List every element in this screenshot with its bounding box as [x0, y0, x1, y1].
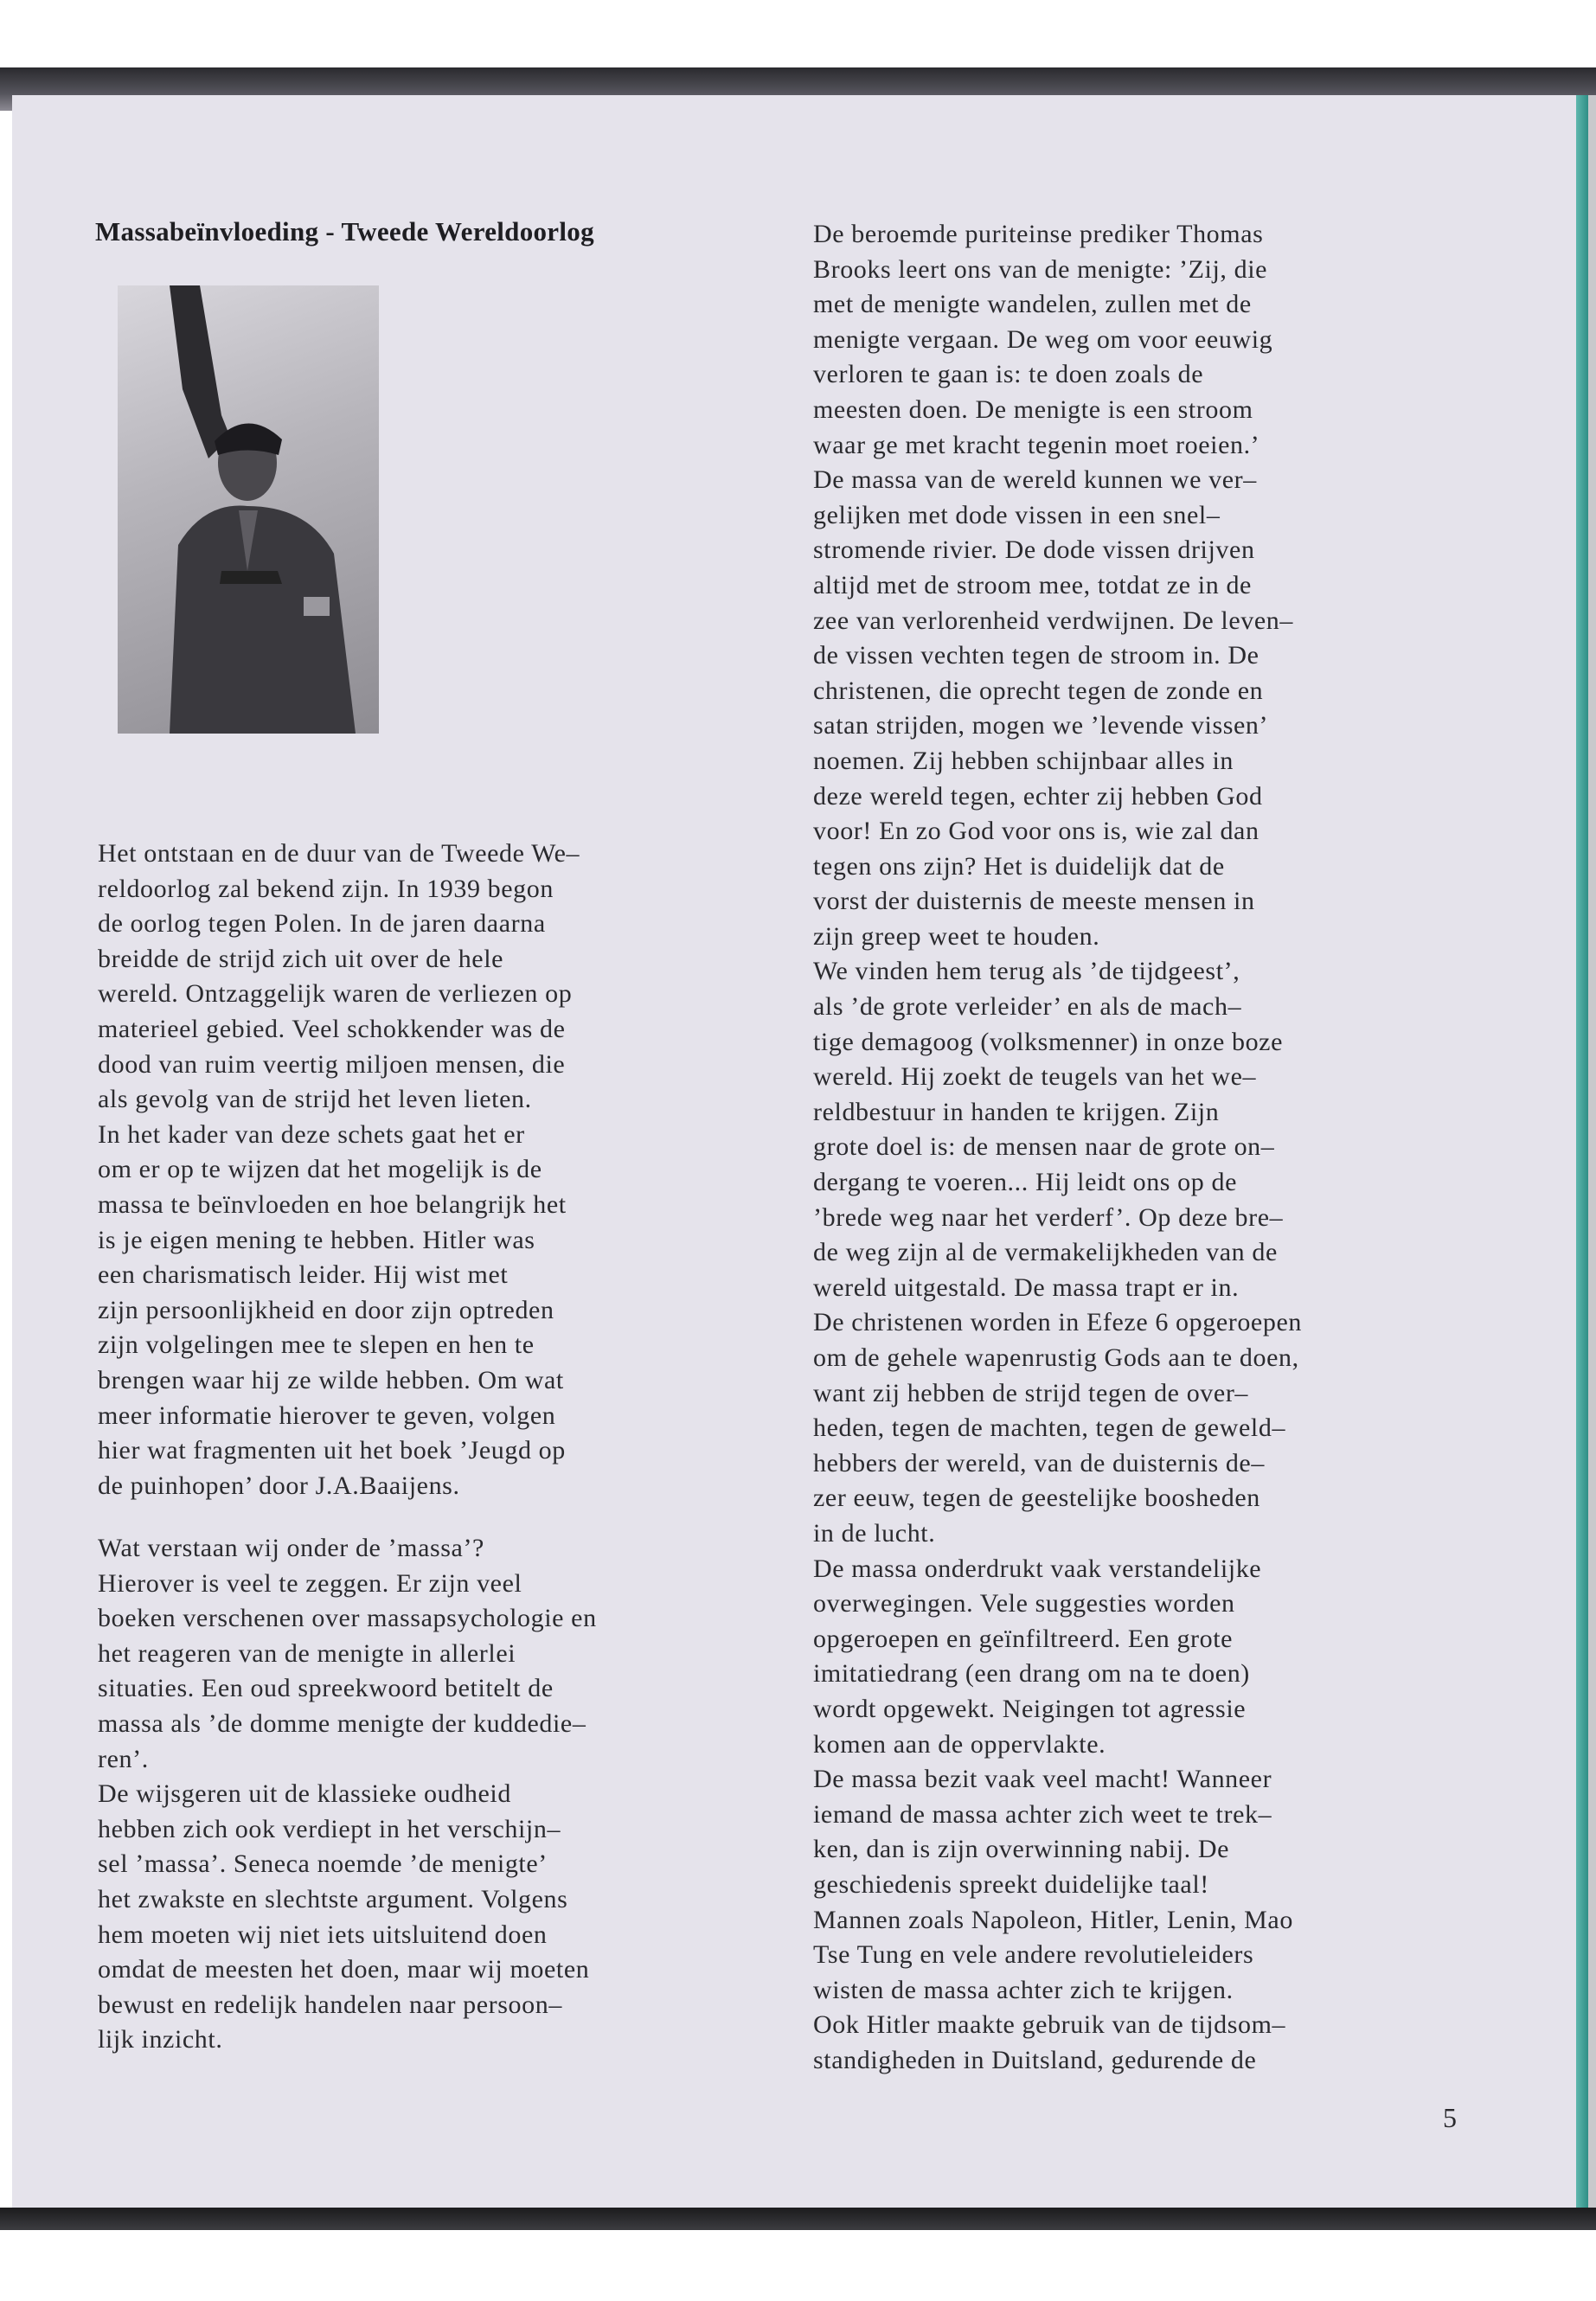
- text-line: satan strijden, mogen we ’levende vissen’: [813, 711, 1269, 740]
- text-line: dood van ruim veertig miljoen mensen, die: [98, 1049, 566, 1079]
- text-line: bewust en redelijk handelen naar persoon–: [98, 1990, 562, 2019]
- text-line: geschiedenis spreekt duidelijke taal!: [813, 1869, 1209, 1899]
- text-line: om er op te wijzen dat het mogelijk is de: [98, 1155, 542, 1184]
- text-line: Het ontstaan en de duur van de Tweede We–: [98, 839, 580, 868]
- scan-bottom-edge: [0, 2208, 1596, 2230]
- text-line: massa als ’de domme menigte der kuddedie–: [98, 1708, 586, 1738]
- left-column-paragraph-2: [98, 1531, 597, 2058]
- text-line: het reageren van de menigte in allerlei: [98, 1638, 516, 1668]
- text-line: breidde de strijd zich uit over de hele: [98, 944, 504, 973]
- text-line: menigte vergaan. De weg om voor eeuwig: [813, 324, 1273, 354]
- text-line: meesten doen. De menigte is een stroom: [813, 394, 1253, 424]
- text-line: ’brede weg naar het verderf’. Op deze bre–: [813, 1202, 1284, 1232]
- text-line: stromende rivier. De dode vissen drijven: [813, 535, 1255, 565]
- text-line: zer eeuw, tegen de geestelijke boosheden: [813, 1484, 1260, 1513]
- text-line: Ook Hitler maakte gebruik van de tijdsom–: [813, 2010, 1286, 2040]
- text-line: hebben zich ook verdiept in het verschijn–: [98, 1814, 561, 1843]
- text-line: verloren te gaan is: te doen zoals de: [813, 360, 1204, 389]
- left-column-paragraph-1: [98, 836, 580, 1503]
- text-line: wereld. Hij zoekt de teugels van het we–: [813, 1062, 1257, 1092]
- text-line: de oorlog tegen Polen. In de jaren daarna: [98, 909, 546, 939]
- text-line: opgeroepen en geïnfiltreerd. Een grote: [813, 1624, 1234, 1653]
- text-line: Brooks leert ons van de menigte: ’Zij, die: [813, 254, 1268, 284]
- historical-photo: [118, 285, 379, 734]
- text-line: hier wat fragmenten uit het boek ’Jeugd op: [98, 1436, 566, 1465]
- text-line: tige demagoog (volksmenner) in onze boze: [813, 1027, 1283, 1056]
- scan-right-edge: [1588, 95, 1596, 2208]
- text-line: is je eigen mening te hebben. Hitler was: [98, 1225, 535, 1254]
- text-line: het zwakste en slechtste argument. Volgens: [98, 1884, 568, 1913]
- text-line: christenen, die oprecht tegen de zonde en: [813, 676, 1264, 705]
- text-line: omdat de meesten het doen, maar wij moeten: [98, 1955, 590, 1984]
- text-line: altijd met de stroom mee, totdat ze in de: [813, 570, 1252, 599]
- text-line: de puinhopen’ door J.A.Baaijens.: [98, 1471, 460, 1500]
- text-line: De massa onderdrukt vaak verstandelijke: [813, 1554, 1262, 1583]
- text-line: De christenen worden in Efeze 6 opgeroepen: [813, 1308, 1302, 1337]
- text-line: tegen ons zijn? Het is duidelijk dat de: [813, 851, 1225, 881]
- text-line: De massa van de wereld kunnen we ver–: [813, 465, 1257, 495]
- text-line: wordt opgewekt. Neigingen tot agressie: [813, 1694, 1247, 1723]
- text-line: sel ’massa’. Seneca noemde ’de menigte’: [98, 1849, 548, 1879]
- text-line: reldoorlog zal bekend zijn. In 1939 begon: [98, 874, 554, 903]
- text-line: massa te beïnvloeden en hoe belangrijk het: [98, 1189, 567, 1219]
- text-line: wereld. Ontzaggelijk waren de verliezen op: [98, 979, 573, 1009]
- text-line: Tse Tung en vele andere revolutieleiders: [813, 1940, 1254, 1970]
- text-line: Mannen zoals Napoleon, Hitler, Lenin, Mao: [813, 1905, 1293, 1934]
- text-line: de vissen vechten tegen de stroom in. De: [813, 641, 1259, 670]
- text-line: wisten de massa achter zich te krijgen.: [813, 1975, 1234, 2004]
- text-line: dergang te voeren... Hij leidt ons op de: [813, 1168, 1237, 1197]
- text-line: voor! En zo God voor ons is, wie zal dan: [813, 817, 1259, 846]
- text-line: als ’de grote verleider’ en als de mach–: [813, 992, 1242, 1022]
- text-line: heden, tegen de machten, tegen de geweld–: [813, 1413, 1286, 1443]
- right-column-text: [813, 217, 1302, 2078]
- text-line: de weg zijn al de vermakelijkheden van de: [813, 1238, 1278, 1267]
- text-line: om de gehele wapenrustig Gods aan te doen,: [813, 1343, 1299, 1372]
- text-line: hem moeten wij niet iets uitsluitend doen: [98, 1920, 548, 1949]
- text-line: In het kader van deze schets gaat het er: [98, 1119, 525, 1149]
- text-line: De massa bezit vaak veel macht! Wanneer: [813, 1765, 1272, 1794]
- text-line: in de lucht.: [813, 1518, 936, 1548]
- text-line: boeken verschenen over massapsychologie en: [98, 1604, 597, 1633]
- text-line: als gevolg van de strijd het leven lieten.: [98, 1085, 532, 1114]
- text-line: deze wereld tegen, echter zij hebben God: [813, 781, 1263, 811]
- text-line: situaties. Een oud spreekwoord betitelt de: [98, 1674, 554, 1703]
- text-line: Hierover is veel te zeggen. Er zijn veel: [98, 1568, 522, 1598]
- text-line: Wat verstaan wij onder de ’massa’?: [98, 1534, 484, 1562]
- text-line: zijn greep weet te houden.: [813, 921, 1100, 951]
- page-heading: Massabeïnvloeding - Tweede Wereldoorlog: [95, 216, 594, 247]
- text-line: reldbestuur in handen te krijgen. Zijn: [813, 1097, 1220, 1126]
- text-line: wereld uitgestald. De massa trapt er in.: [813, 1272, 1240, 1302]
- text-line: meer informatie hierover te geven, volgen: [98, 1400, 556, 1430]
- text-line: ken, dan is zijn overwinning nabij. De: [813, 1835, 1230, 1864]
- saluting-figure-icon: [118, 285, 379, 734]
- text-line: materieel gebied. Veel schokkender was de: [98, 1014, 566, 1043]
- text-line: De beroemde puriteinse prediker Thomas: [813, 220, 1264, 248]
- text-line: standigheden in Duitsland, gedurende de: [813, 2045, 1257, 2074]
- text-line: imitatiedrang (een drang om na te doen): [813, 1659, 1250, 1689]
- text-line: gelijken met dode vissen in een snel–: [813, 500, 1221, 529]
- text-line: iemand de massa achter zich weet te trek–: [813, 1799, 1272, 1829]
- text-line: waar ge met kracht tegenin moet roeien.’: [813, 430, 1260, 459]
- text-line: zijn persoonlijkheid en door zijn optreden: [98, 1295, 554, 1324]
- text-line: ren’.: [98, 1744, 149, 1773]
- text-line: want zij hebben de strijd tegen de over–: [813, 1378, 1249, 1407]
- text-line: overwegingen. Vele suggesties worden: [813, 1589, 1235, 1618]
- text-line: noemen. Zij hebben schijnbaar alles in: [813, 746, 1234, 775]
- text-line: met de menigte wandelen, zullen met de: [813, 290, 1252, 319]
- text-line: zee van verlorenheid verdwijnen. De leven–: [813, 606, 1293, 635]
- text-line: komen aan de oppervlakte.: [813, 1729, 1106, 1759]
- text-line: De wijsgeren uit de klassieke oudheid: [98, 1779, 511, 1809]
- text-line: lijk inzicht.: [98, 2025, 223, 2054]
- text-line: grote doel is: de mensen naar de grote on–: [813, 1132, 1275, 1162]
- page-number: 5: [1443, 2102, 1457, 2133]
- text-line: hebbers der wereld, van de duisternis de–: [813, 1448, 1265, 1477]
- text-line: brengen waar hij ze wilde hebben. Om wat: [98, 1365, 564, 1394]
- text-line: zijn volgelingen mee te slepen en hen te: [98, 1330, 535, 1360]
- text-line: een charismatisch leider. Hij wist met: [98, 1260, 509, 1290]
- text-line: We vinden hem terug als ’de tijdgeest’,: [813, 957, 1240, 986]
- text-line: vorst der duisternis de meeste mensen in: [813, 887, 1255, 916]
- cover-edge: [1576, 95, 1588, 2208]
